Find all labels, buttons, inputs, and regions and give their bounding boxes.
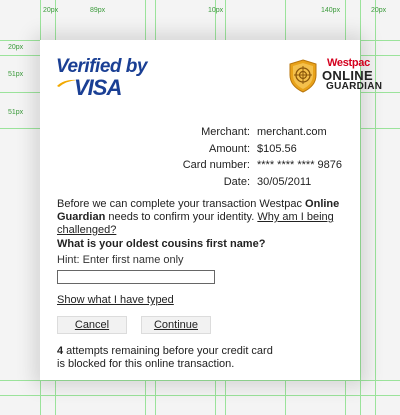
continue-button[interactable]: Continue	[141, 316, 211, 334]
guide-line	[0, 395, 400, 396]
amount-label: Amount:	[209, 142, 250, 155]
online-text: ONLINE	[322, 68, 373, 83]
guide-label: 20px	[8, 44, 24, 51]
verified-by-text: Verified by	[56, 56, 147, 77]
guide-label: 20px	[371, 7, 387, 14]
shield-icon	[288, 59, 318, 93]
merchant-value: merchant.com	[257, 126, 327, 138]
guide-label: 89px	[90, 7, 106, 14]
detail-row-card-number	[40, 159, 360, 176]
merchant-label: Merchant:	[201, 126, 250, 138]
amount-value: $105.56	[257, 142, 297, 155]
intro-bold: Online Guardian	[57, 198, 340, 223]
intro-before: Before we can complete your transaction Westpac	[57, 198, 306, 210]
date-value: 30/05/2011	[257, 175, 312, 188]
detail-row-date	[40, 176, 360, 193]
westpac-online-guardian-logo	[288, 56, 383, 100]
guide-label: 51px	[8, 71, 24, 78]
detail-row-merchant	[40, 126, 360, 143]
attempts-count: 4	[57, 345, 64, 357]
attempts-remaining-text	[57, 345, 277, 371]
westpac-brand-text: Westpac	[327, 57, 370, 69]
answer-hint: Hint: Enter first name only	[57, 254, 184, 266]
verified-by-visa-logo	[56, 56, 146, 100]
guide-label: 51px	[8, 109, 24, 116]
detail-row-amount	[40, 143, 360, 160]
card-number-label: Card number:	[182, 159, 250, 171]
guide-label: 10px	[208, 7, 224, 14]
guide-label: 20px	[43, 7, 59, 14]
attempts-message: attempts remaining before your credit card is blocked for this online transaction.	[57, 345, 273, 370]
card-number-value: **** **** **** 9876	[257, 159, 343, 171]
date-label: Date:	[223, 175, 250, 188]
security-question: What is your oldest cousins first name?	[57, 238, 266, 250]
visa-text: VISA	[74, 75, 122, 100]
intro-text	[57, 198, 357, 237]
transaction-details	[40, 126, 360, 192]
answer-input[interactable]	[57, 270, 215, 284]
guide-line	[0, 380, 400, 381]
guardian-text: GUARDIAN	[326, 81, 383, 92]
intro-after: needs to confirm your identity.	[105, 211, 258, 223]
show-typed-link[interactable]: Show what I have typed	[57, 294, 174, 306]
cancel-button[interactable]: Cancel	[57, 316, 127, 334]
guide-label: 140px	[321, 7, 341, 14]
why-challenged-link[interactable]: Why am I being challenged?	[57, 211, 334, 236]
